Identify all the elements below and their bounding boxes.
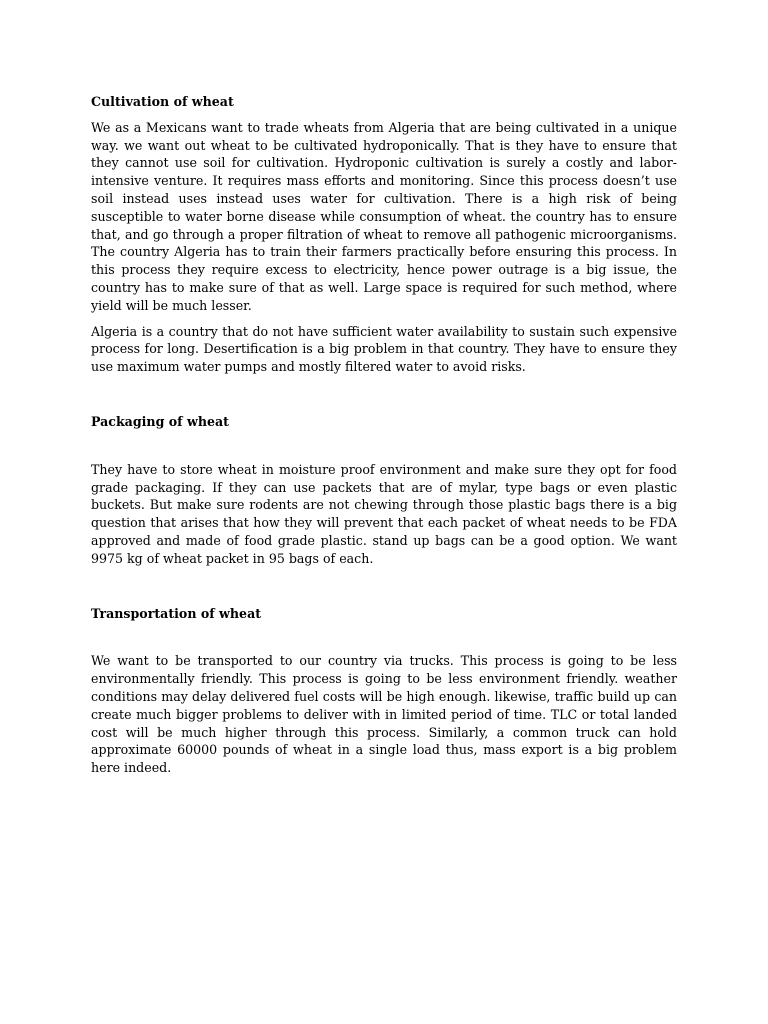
section-heading-packaging: Packaging of wheat	[91, 413, 229, 429]
document-page	[91, 93, 677, 777]
section-transportation	[91, 605, 677, 777]
packaging-paragraph: They have to store wheat in moisture proof environment and make sure they opt for food grade packaging. If they can use packets that are of mylar, type bags or even plastic buckets. But make sure rodents are not chewing through those plastic bags there is a big question that arises that how they will prevent that each packet of wheat needs to be FDA approved and made of food grade plastic. stand up bags can be a good option. We want 9975 kg of wheat packet in 95 bags of each.	[91, 461, 677, 566]
cultivation-paragraph-2: Algeria is a country that do not have sufficient water availability to sustain such expensive process for long. Desertification is a big problem in that country. They have to ensure they use maximum water pumps and mostly filtered water to avoid risks.	[91, 323, 677, 375]
section-heading-transportation: Transportation of wheat	[91, 605, 262, 621]
cultivation-paragraph-1: We as a Mexicans want to trade wheats from Algeria that are being cultivated in a unique way. we want out wheat to be cultivated hydroponically. That is they have to ensure that they cannot use soil for cultivation. Hydroponic cultivation is surely a costly and labor-intensive venture. It requires mass efforts and monitoring. Since this process doesn’t use soil instead uses instead uses water for cultivation. There is a high risk of being susceptible to water borne disease while consumption of wheat. the country has to ensure that, and go through a proper filtration of wheat to remove all pathogenic microorganisms. The country Algeria has to train their farmers practically before ensuring this process. In this process they require excess to electricity, hence power outrage is a big issue, the country has to make sure of that as well. Large space is required for such method, where yield will be much lesser.	[91, 119, 677, 313]
section-cultivation	[91, 93, 677, 376]
transportation-paragraph: We want to be transported to our country via trucks. This process is going to be less environmentally friendly. This process is going to be less environment friendly. weather conditions may delay delivered fuel costs will be high enough. likewise, traffic build up can create much bigger problems to deliver with in limited period of time. TLC or total landed cost will be much higher through this process. Similarly, a common truck can hold approximate 60000 pounds of wheat in a single load thus, mass export is a big problem here indeed.	[91, 653, 677, 776]
section-heading-cultivation: Cultivation of wheat	[91, 94, 234, 109]
section-packaging	[91, 413, 677, 568]
